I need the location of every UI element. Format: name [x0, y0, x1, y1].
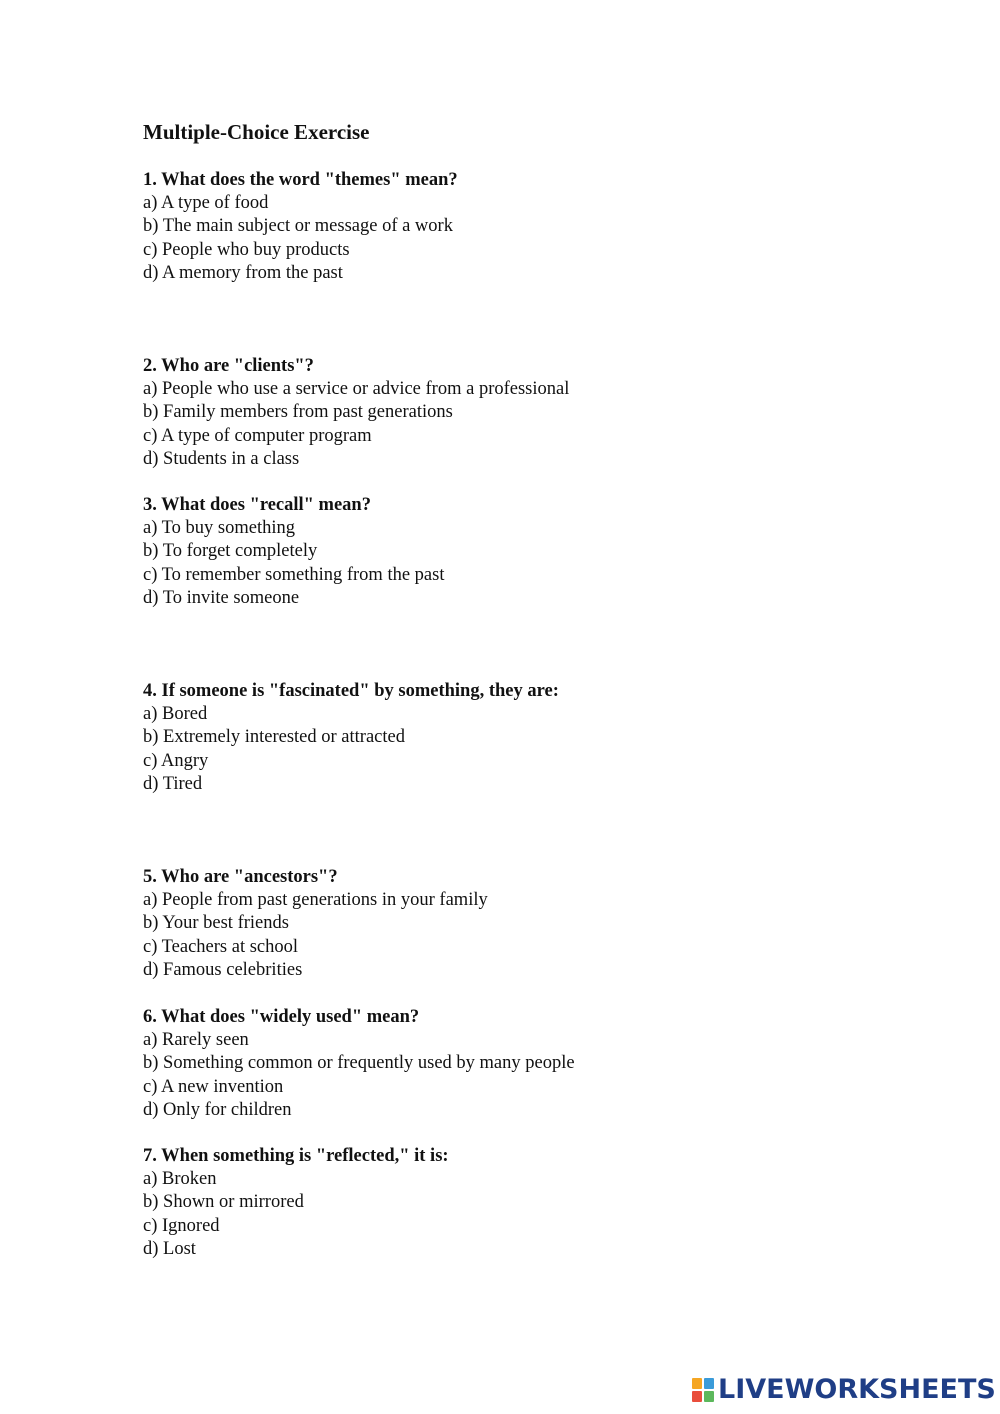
answer-option-b: b) Your best friends — [143, 913, 289, 934]
logo-square — [692, 1391, 702, 1402]
question-3 — [143, 494, 923, 610]
liveworksheets-brand[interactable] — [692, 1374, 996, 1406]
question-text: 2. Who are "clients"? — [143, 356, 314, 376]
question-text: 3. What does "recall" mean? — [143, 495, 371, 515]
answer-option-b: b) Extremely interested or attracted — [143, 727, 405, 748]
answer-option-c: c) Angry — [143, 750, 209, 771]
answer-option-a: a) Rarely seen — [143, 1030, 249, 1051]
answer-option-a: a) People who use a service or advice from a professional — [143, 379, 570, 400]
question-1 — [143, 169, 923, 285]
logo-square — [692, 1378, 702, 1389]
page-title: Multiple-Choice Exercise — [143, 120, 370, 144]
question-7 — [143, 1145, 923, 1261]
liveworksheets-logo-icon — [692, 1378, 714, 1402]
answer-option-c: c) A type of computer program — [143, 425, 372, 446]
question-5 — [143, 866, 923, 982]
answer-option-d: d) To invite someone — [143, 587, 300, 608]
question-text: 7. When something is "reflected," it is: — [143, 1146, 449, 1166]
answer-option-a: a) Bored — [143, 704, 208, 725]
answer-option-a: a) People from past generations in your family — [143, 890, 488, 911]
logo-square — [704, 1391, 714, 1402]
answer-option-a: a) Broken — [143, 1169, 217, 1190]
answer-option-c: c) A new invention — [143, 1076, 284, 1097]
question-text: 6. What does "widely used" mean? — [143, 1007, 420, 1027]
logo-square — [704, 1378, 714, 1389]
answer-option-b: b) The main subject or message of a work — [143, 216, 453, 237]
question-text: 5. Who are "ancestors"? — [143, 867, 338, 887]
answer-option-b: b) To forget completely — [143, 541, 318, 562]
question-text: 4. If someone is "fascinated" by something, they are: — [143, 681, 559, 701]
answer-option-d: d) Tired — [143, 773, 203, 794]
answer-option-d: d) Lost — [143, 1238, 196, 1259]
answer-option-b: b) Shown or mirrored — [143, 1192, 304, 1213]
answer-option-a: a) A type of food — [143, 193, 269, 214]
answer-option-c: c) To remember something from the past — [143, 564, 445, 585]
question-6 — [143, 1006, 923, 1122]
answer-option-c: c) People who buy products — [143, 239, 350, 260]
answer-option-d: d) Students in a class — [143, 448, 300, 469]
answer-option-d: d) Famous celebrities — [143, 959, 303, 980]
question-2 — [143, 355, 923, 471]
question-4 — [143, 680, 923, 796]
answer-option-d: d) A memory from the past — [143, 262, 343, 283]
answer-option-d: d) Only for children — [143, 1099, 292, 1120]
answer-option-b: b) Family members from past generations — [143, 402, 453, 423]
answer-option-c: c) Ignored — [143, 1215, 220, 1236]
brand-name: LIVEWORKSHEETS — [718, 1374, 996, 1405]
answer-option-b: b) Something common or frequently used by many people — [143, 1053, 575, 1074]
answer-option-c: c) Teachers at school — [143, 936, 299, 957]
question-text: 1. What does the word "themes" mean? — [143, 170, 458, 190]
answer-option-a: a) To buy something — [143, 518, 296, 539]
